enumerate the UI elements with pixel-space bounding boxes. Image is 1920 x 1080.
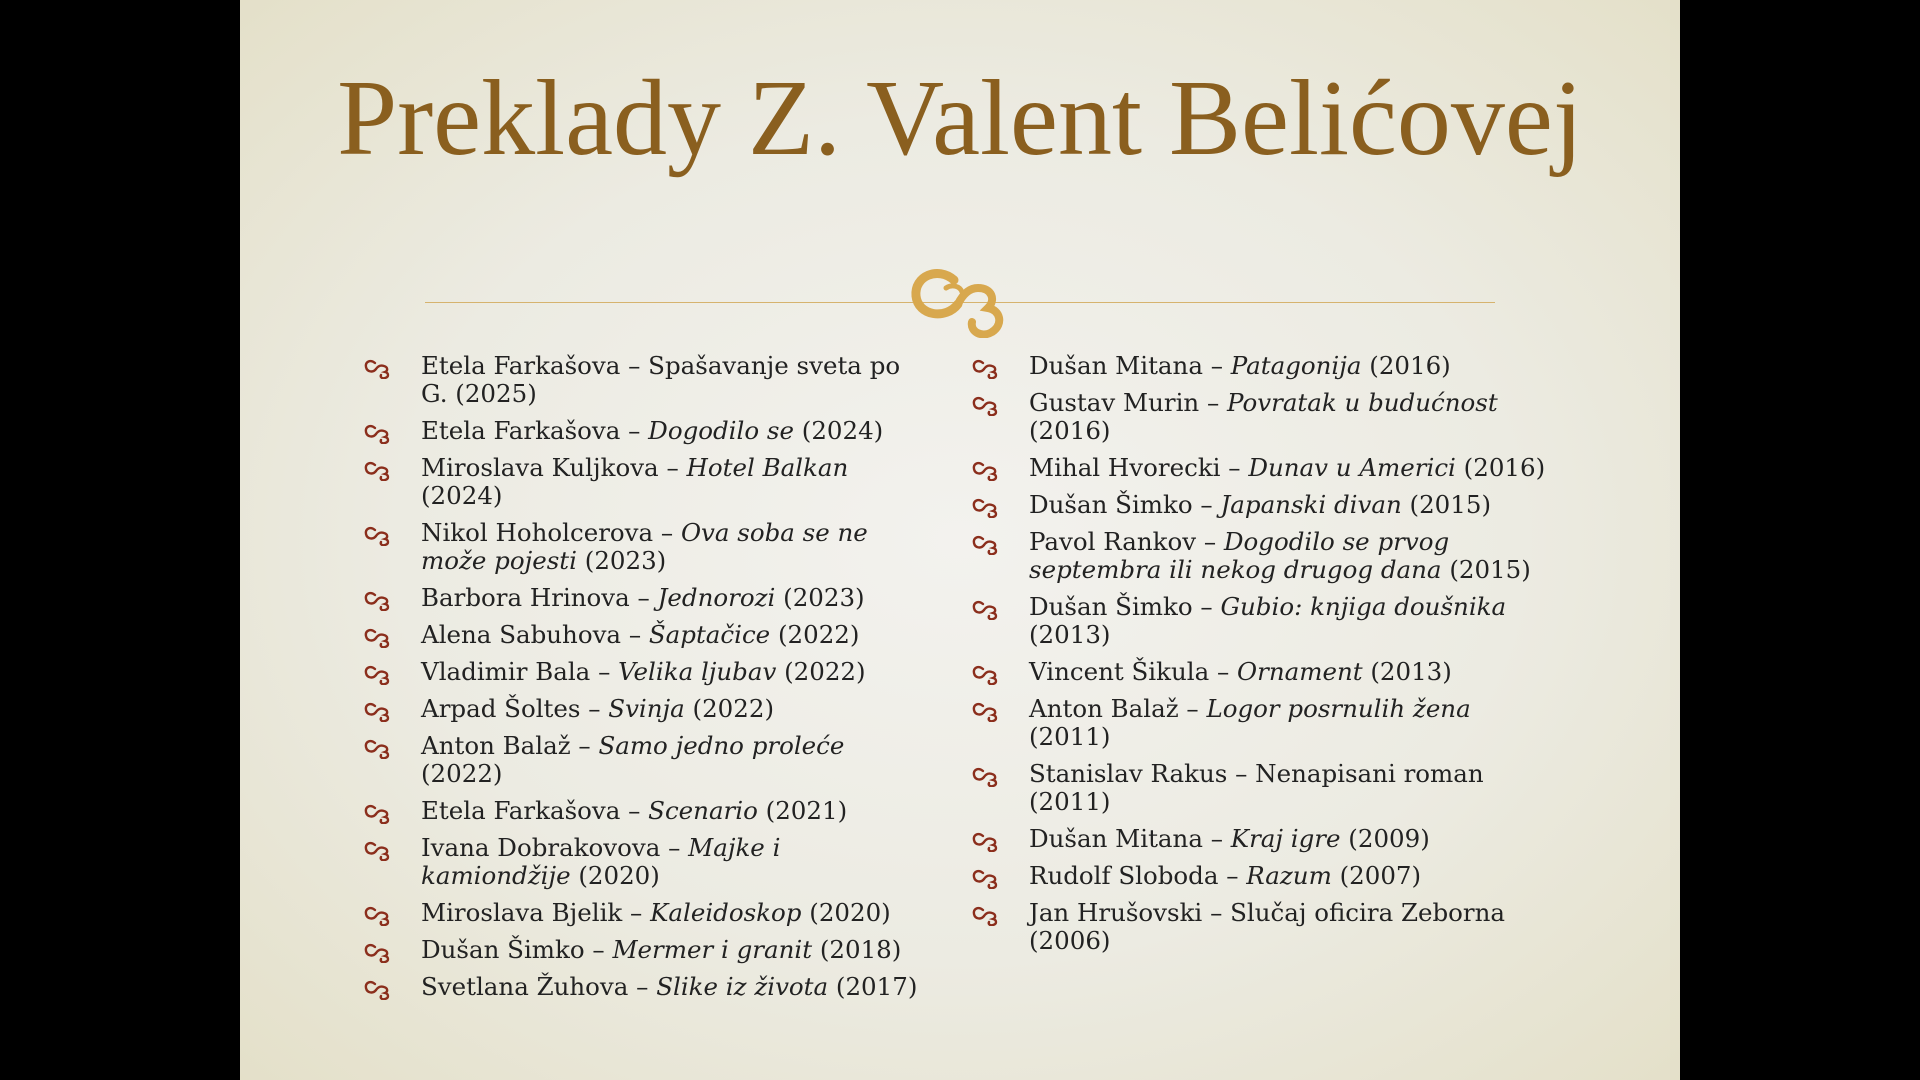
- author-name: Alena Sabuhova: [421, 620, 622, 649]
- dash-separator: –: [1192, 592, 1221, 621]
- work-title: Majke i kamiondžije: [421, 833, 781, 890]
- dash-separator: –: [629, 583, 658, 612]
- author-name: Miroslava Kuljkova: [421, 453, 659, 482]
- dash-separator: –: [620, 416, 649, 445]
- author-name: Svetlana Žuhova: [421, 972, 629, 1001]
- ornament-bullet-icon: [363, 802, 391, 824]
- work-title: Gubio: knjiga doušnika: [1220, 592, 1507, 621]
- list-item: [971, 658, 1556, 686]
- author-name: Pavol Rankov: [1029, 527, 1197, 556]
- ornament-bullet-icon: [363, 357, 391, 379]
- work-title: Kaleidoskop: [650, 898, 802, 927]
- work-title: Dogodilo se: [648, 416, 794, 445]
- work-title: Jednorozi: [657, 583, 776, 612]
- ornament-bullet-icon: [971, 904, 999, 926]
- work-title: Kraj igre: [1230, 824, 1341, 853]
- dash-separator: –: [1202, 898, 1231, 927]
- dash-separator: –: [1202, 351, 1231, 380]
- dash-separator: –: [1202, 824, 1231, 853]
- ornament-bullet-icon: [971, 459, 999, 481]
- dash-separator: –: [584, 935, 613, 964]
- work-title: Japanski divan: [1220, 490, 1402, 519]
- work-title: Patagonija: [1230, 351, 1362, 380]
- work-title: Šaptačice: [648, 620, 771, 649]
- dash-separator: –: [1192, 490, 1221, 519]
- ornament-bullet-icon: [971, 598, 999, 620]
- publication-year: (2022): [684, 694, 775, 723]
- dash-separator: –: [620, 796, 649, 825]
- dash-separator: –: [1199, 388, 1228, 417]
- work-title: Scenario: [648, 796, 758, 825]
- work-title: Dogodilo se prvog septembra ili nekog drugog dana: [1029, 527, 1450, 584]
- ornament-icon: [908, 258, 1012, 338]
- author-name: Anton Balaž: [421, 731, 571, 760]
- list-item: [971, 389, 1556, 445]
- list-item: [363, 695, 933, 723]
- ornament-bullet-icon: [363, 737, 391, 759]
- list-item: [971, 454, 1556, 482]
- work-title: Ova soba se ne može pojesti: [421, 518, 868, 575]
- list-item: [971, 760, 1556, 816]
- list-item: [363, 658, 933, 686]
- author-name: Dušan Šimko: [421, 935, 585, 964]
- work-title: Velika ljubav: [618, 657, 777, 686]
- publication-year: (2015): [1441, 555, 1531, 584]
- work-title: Samo jedno proleće: [598, 731, 845, 760]
- translations-list-right: [971, 352, 1556, 964]
- author-name: Dušan Šimko: [1029, 592, 1193, 621]
- ornament-bullet-icon: [971, 357, 999, 379]
- author-name: Nikol Hoholcerova: [421, 518, 654, 547]
- dash-separator: –: [653, 518, 681, 547]
- ornament-bullet-icon: [971, 394, 999, 416]
- publication-year: (2022): [776, 657, 866, 686]
- list-item: [971, 491, 1556, 519]
- author-name: Vincent Šikula: [1029, 657, 1210, 686]
- list-item: [971, 825, 1556, 853]
- publication-year: (2013): [1029, 620, 1111, 649]
- publication-year: (2024): [421, 481, 503, 510]
- dash-separator: –: [1227, 759, 1256, 788]
- author-name: Etela Farkašova: [421, 351, 621, 380]
- list-item: [971, 352, 1556, 380]
- ornament-bullet-icon: [363, 700, 391, 722]
- ornament-bullet-icon: [971, 765, 999, 787]
- author-name: Rudolf Sloboda: [1029, 861, 1219, 890]
- dash-separator: –: [628, 972, 657, 1001]
- dash-separator: –: [1209, 657, 1238, 686]
- dash-separator: –: [1220, 453, 1249, 482]
- ornament-bullet-icon: [363, 589, 391, 611]
- dash-separator: –: [590, 657, 619, 686]
- work-title: Dunav u Americi: [1248, 453, 1456, 482]
- publication-year: (2015): [1401, 490, 1492, 519]
- publication-year: (2007): [1331, 861, 1422, 890]
- author-name: Vladimir Bala: [421, 657, 591, 686]
- ornament-bullet-icon: [363, 839, 391, 861]
- work-title: Razum: [1246, 861, 1332, 890]
- slide-title: Preklady Z. Valent Belićovej: [337, 59, 1583, 178]
- publication-year: (2016): [1455, 453, 1546, 482]
- list-item: [363, 797, 933, 825]
- list-item: [363, 899, 933, 927]
- author-name: Dušan Šimko: [1029, 490, 1193, 519]
- author-name: Ivana Dobrakovova: [421, 833, 661, 862]
- work-title: Povratak u budućnost: [1227, 388, 1498, 417]
- ornament-bullet-icon: [971, 700, 999, 722]
- list-item: [971, 862, 1556, 890]
- dash-separator: –: [570, 731, 599, 760]
- author-name: Etela Farkašova: [421, 416, 621, 445]
- ornament-bullet-icon: [363, 978, 391, 1000]
- ornament-bullet-icon: [363, 904, 391, 926]
- publication-year: (2011): [1029, 722, 1111, 751]
- ornament-bullet-icon: [971, 867, 999, 889]
- list-item: [363, 621, 933, 649]
- list-item: [363, 936, 933, 964]
- list-item: [363, 732, 933, 788]
- ornament-bullet-icon: [363, 663, 391, 685]
- ornament-bullet-icon: [971, 830, 999, 852]
- publication-year: (2020): [570, 861, 660, 890]
- dash-separator: –: [580, 694, 609, 723]
- ornament-bullet-icon: [971, 496, 999, 518]
- list-item: [971, 695, 1556, 751]
- ornament-bullet-icon: [363, 626, 391, 648]
- dash-separator: –: [1178, 694, 1207, 723]
- ornament-bullet-icon: [363, 524, 391, 546]
- ornament-bullet-icon: [971, 663, 999, 685]
- publication-year: (2025): [447, 379, 537, 408]
- list-item: [971, 593, 1556, 649]
- publication-year: (2021): [757, 796, 848, 825]
- publication-year: (2024): [793, 416, 884, 445]
- publication-year: (2016): [1361, 351, 1451, 380]
- dash-separator: –: [620, 351, 649, 380]
- work-title: Ornament: [1237, 657, 1363, 686]
- dash-separator: –: [621, 620, 649, 649]
- publication-year: (2020): [801, 898, 891, 927]
- ornament-bullet-icon: [971, 533, 999, 555]
- author-name: Arpad Šoltes: [421, 694, 581, 723]
- list-item: [971, 528, 1556, 584]
- author-name: Jan Hrušovski: [1029, 898, 1203, 927]
- work-title: Logor posrnulih žena: [1206, 694, 1471, 723]
- list-item: [363, 519, 933, 575]
- ornament-bullet-icon: [363, 941, 391, 963]
- author-name: Dušan Mitana: [1029, 824, 1203, 853]
- work-title: Svinja: [608, 694, 685, 723]
- list-item: [971, 899, 1556, 955]
- dash-separator: –: [658, 453, 687, 482]
- publication-year: (2013): [1362, 657, 1452, 686]
- publication-year: (2023): [576, 546, 667, 575]
- publication-year: (2009): [1340, 824, 1430, 853]
- list-item: [363, 973, 933, 1001]
- list-item: [363, 454, 933, 510]
- dash-separator: –: [1196, 527, 1224, 556]
- author-name: Mihal Hvorecki: [1029, 453, 1221, 482]
- list-item: [363, 584, 933, 612]
- ornament-bullet-icon: [363, 422, 391, 444]
- author-name: Etela Farkašova: [421, 796, 621, 825]
- work-title: Spašavanje sveta po G.: [421, 351, 901, 408]
- publication-year: (2011): [1029, 787, 1111, 816]
- list-item: [363, 352, 933, 408]
- work-title: Hotel Balkan: [686, 453, 849, 482]
- publication-year: (2022): [421, 759, 503, 788]
- list-item: [363, 834, 933, 890]
- author-name: Barbora Hrinova: [421, 583, 630, 612]
- author-name: Miroslava Bjelik: [421, 898, 623, 927]
- work-title: Slučaj oficira Zeborna: [1230, 898, 1506, 927]
- author-name: Gustav Murin: [1029, 388, 1200, 417]
- dash-separator: –: [1218, 861, 1247, 890]
- publication-year: (2016): [1029, 416, 1111, 445]
- publication-year: (2006): [1029, 926, 1111, 955]
- dash-separator: –: [660, 833, 689, 862]
- publication-year: (2022): [770, 620, 860, 649]
- list-item: [363, 417, 933, 445]
- publication-year: (2018): [812, 935, 902, 964]
- author-name: Stanislav Rakus: [1029, 759, 1228, 788]
- author-name: Dušan Mitana: [1029, 351, 1203, 380]
- publication-year: (2023): [775, 583, 865, 612]
- dash-separator: –: [622, 898, 651, 927]
- work-title: Slike iz života: [656, 972, 829, 1001]
- author-name: Anton Balaž: [1029, 694, 1179, 723]
- ornament-bullet-icon: [363, 459, 391, 481]
- translations-list-left: [363, 352, 933, 1010]
- slide: [240, 0, 1680, 1080]
- publication-year: (2017): [828, 972, 918, 1001]
- work-title: Mermer i granit: [612, 935, 813, 964]
- work-title: Nenapisani roman: [1255, 759, 1484, 788]
